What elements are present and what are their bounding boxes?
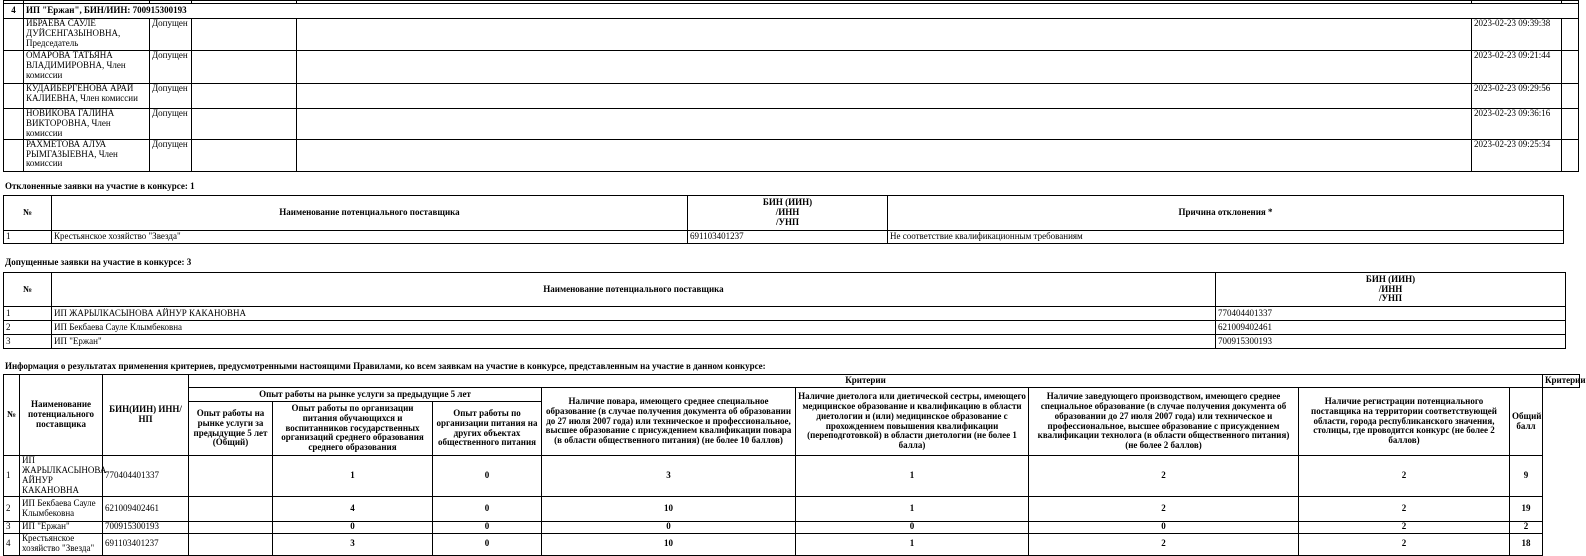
row-num: 3 — [4, 521, 20, 533]
row-manager: 2 — [1029, 456, 1299, 497]
row-exp-schools: 3 — [273, 533, 433, 555]
row-cook: 0 — [542, 521, 796, 533]
row-exp-other: 0 — [433, 496, 542, 521]
row-total: 2 — [1510, 521, 1543, 533]
member-name: КУДАЙБЕРГЕНОВА АРАЙ КАЛИЕВНА, Член комиссии — [24, 84, 150, 109]
row-registration: 2 — [1299, 521, 1510, 533]
col-reason: Причина отклонения * — [888, 196, 1564, 231]
col-exp-schools: Опыт работы по организации питания обучающихся и воспитанников государственных организаций среднего образования среднего образования — [273, 402, 433, 456]
row-num: 2 — [4, 321, 52, 335]
exp-group-header: Опыт работы на рынке услуги за предыдущие 5 лет — [189, 388, 542, 402]
row-cook: 10 — [542, 496, 796, 521]
commission-row — [4, 19, 1579, 51]
row-supplier: Крестьянское хозяйство "Звезда" — [52, 231, 688, 244]
col-supplier: Наименование потенциального поставщика — [20, 375, 103, 456]
row-registration: 2 — [1299, 496, 1510, 521]
row-num: 4 — [4, 533, 20, 555]
rejected-caption: Отклоненные заявки на участие в конкурсе: 1 — [5, 181, 195, 191]
member-name: НОВИКОВА ГАЛИНА ВИКТОРОВНА, Член комиссии — [24, 109, 150, 140]
lot-number: 4 — [4, 4, 24, 19]
row-exp-general — [189, 456, 273, 497]
col-bin: БИН (ИИН) /ИНН /УНП — [688, 196, 888, 231]
row-total: 9 — [1510, 456, 1543, 497]
row-cook: 3 — [542, 456, 796, 497]
row-bin: 700915300193 — [1216, 335, 1566, 349]
row-exp-schools: 1 — [273, 456, 433, 497]
col-exp-general: Опыт работы на рынке услуги за предыдущие 5 лет (Общий) — [189, 402, 273, 456]
row-dietitian: 1 — [796, 533, 1029, 555]
row-supplier: ИП ЖАРЫЛКАСЫНОВА АЙНУР КАКАНОВНА — [20, 456, 103, 497]
table-row — [4, 231, 1564, 244]
member-status: Допущен — [150, 84, 192, 109]
col-exp-other: Опыт работы по организации питания на других объектах общественного питания — [433, 402, 542, 456]
row-bin: 621009402461 — [1216, 321, 1566, 335]
col-bin: БИН(ИИН) ИНН/НП — [103, 375, 189, 456]
row-dietitian: 1 — [796, 456, 1029, 497]
commission-row — [4, 51, 1579, 84]
admitted-caption: Допущенные заявки на участие в конкурсе: 3 — [5, 257, 192, 267]
row-supplier: Крестьянское хозяйство "Звезда" — [20, 533, 103, 555]
row-registration: 2 — [1299, 533, 1510, 555]
row-total: 18 — [1510, 533, 1543, 555]
table-row — [4, 307, 1566, 321]
col-supplier: Наименование потенциального поставщика — [52, 196, 688, 231]
row-bin: 770404401337 — [103, 456, 189, 497]
row-num: 3 — [4, 335, 52, 349]
member-status: Допущен — [150, 109, 192, 140]
admitted-table — [3, 272, 1566, 349]
col-num: № — [4, 375, 20, 456]
row-manager: 2 — [1029, 533, 1299, 555]
member-name: ОМАРОВА ТАТЬЯНА ВЛАДИМИРОВНА, Член комиссии — [24, 51, 150, 84]
criteria-caption: Информация о результатах применения критериев, предусмотренными настоящими Правилами, ко всем заявкам на участие в конкурсе, представленным на участие в данном конкурсе: — [5, 361, 766, 371]
row-reason: Не соответствие квалификационным требованиям — [888, 231, 1564, 244]
member-datetime: 2023-02-23 09:29:56 — [1472, 84, 1562, 109]
commission-table — [3, 0, 1579, 172]
table-row — [4, 335, 1566, 349]
col-supplier: Наименование потенциального поставщика — [52, 273, 1216, 307]
table-row — [4, 521, 1580, 533]
row-num: 1 — [4, 456, 20, 497]
row-bin: 770404401337 — [1216, 307, 1566, 321]
table-row — [4, 456, 1580, 497]
row-exp-other: 0 — [433, 456, 542, 497]
row-registration: 2 — [1299, 456, 1510, 497]
member-name: ИБРАЕВА САУЛЕ ДУЙСЕНГАЗЫНОВНА, Председатель — [24, 19, 150, 51]
row-bin: 621009402461 — [103, 496, 189, 521]
col-num: № — [4, 196, 52, 231]
criteria-header: Критерии — [189, 375, 1543, 388]
row-supplier: ИП Бекбаева Сауле Клымбековна — [20, 496, 103, 521]
table-row — [4, 533, 1580, 555]
row-exp-other: 0 — [433, 533, 542, 555]
col-num: № — [4, 273, 52, 307]
col-bin: БИН (ИИН) /ИНН /УНП — [1216, 273, 1566, 307]
table-row — [4, 321, 1566, 335]
rejected-table — [3, 195, 1564, 244]
row-manager: 2 — [1029, 496, 1299, 521]
row-dietitian: 1 — [796, 496, 1029, 521]
commission-row — [4, 139, 1579, 171]
row-exp-general — [189, 521, 273, 533]
row-num: 1 — [4, 231, 52, 244]
member-status: Допущен — [150, 51, 192, 84]
col-dietitian: Наличие диетолога или диетической сестры, имеющего медицинское образование и квалификацию в области диетологии и (или) медицинское образование с прохождением повышения квалификации (переподготовкой) в области диетологии (не более 1 балла) — [796, 388, 1029, 456]
row-bin: 691103401237 — [103, 533, 189, 555]
lot-title: ИП "Ержан", БИН/ИИН: 700915300193 — [24, 4, 1579, 19]
row-manager: 0 — [1029, 521, 1299, 533]
row-cook: 10 — [542, 533, 796, 555]
row-supplier: ИП ЖАРЫЛКАСЫНОВА АЙНУР КАКАНОВНА — [52, 307, 1216, 321]
row-num: 2 — [4, 496, 20, 521]
row-supplier: ИП Бекбаева Сауле Клымбековна — [52, 321, 1216, 335]
col-total: Общий балл — [1510, 388, 1543, 456]
row-exp-schools: 0 — [273, 521, 433, 533]
row-bin: 691103401237 — [688, 231, 888, 244]
row-exp-schools: 4 — [273, 496, 433, 521]
commission-row — [4, 109, 1579, 140]
row-exp-general — [189, 496, 273, 521]
member-datetime: 2023-02-23 09:25:34 — [1472, 139, 1562, 171]
row-supplier: ИП "Ержан" — [20, 521, 103, 533]
member-datetime: 2023-02-23 09:21:44 — [1472, 51, 1562, 84]
member-datetime: 2023-02-23 09:36:16 — [1472, 109, 1562, 140]
col-manager: Наличие заведующего производством, имеющего среднее специальное образование (в случае получения документа об образовании до 27 июля 2007 года) или техническое и профессиональное, высшее образование с присуждением квалификации технолога (в области общественного питания) (не более 2 баллов) — [1029, 388, 1299, 456]
row-dietitian: 0 — [796, 521, 1029, 533]
member-status: Допущен — [150, 139, 192, 171]
row-total: 19 — [1510, 496, 1543, 521]
criteria-table — [3, 374, 1586, 556]
row-exp-other: 0 — [433, 521, 542, 533]
table-row — [4, 496, 1580, 521]
commission-row — [4, 84, 1579, 109]
col-registration: Наличие регистрации потенциального поставщика на территории соответствующей области, города республиканского значения, столицы, где проводится конкурс (не более 2 баллов) — [1299, 388, 1510, 456]
member-status: Допущен — [150, 19, 192, 51]
row-bin: 700915300193 — [103, 521, 189, 533]
col-cook: Наличие повара, имеющего среднее специальное образование (в случае получения документа об образовании до 27 июля 2007 года) или техническое и профессиональное, высшее образование с присуждением квалификации повара (в области общественного питания) (не более 10 баллов) — [542, 388, 796, 456]
member-name: РАХМЕТОВА АЛУА РЫМГАЗЫЕВНА, Член комиссии — [24, 139, 150, 171]
member-datetime: 2023-02-23 09:39:38 — [1472, 19, 1562, 51]
criteria-header-2: Критерии — [1543, 375, 1580, 388]
row-num: 1 — [4, 307, 52, 321]
row-supplier: ИП "Ержан" — [52, 335, 1216, 349]
row-exp-general — [189, 533, 273, 555]
